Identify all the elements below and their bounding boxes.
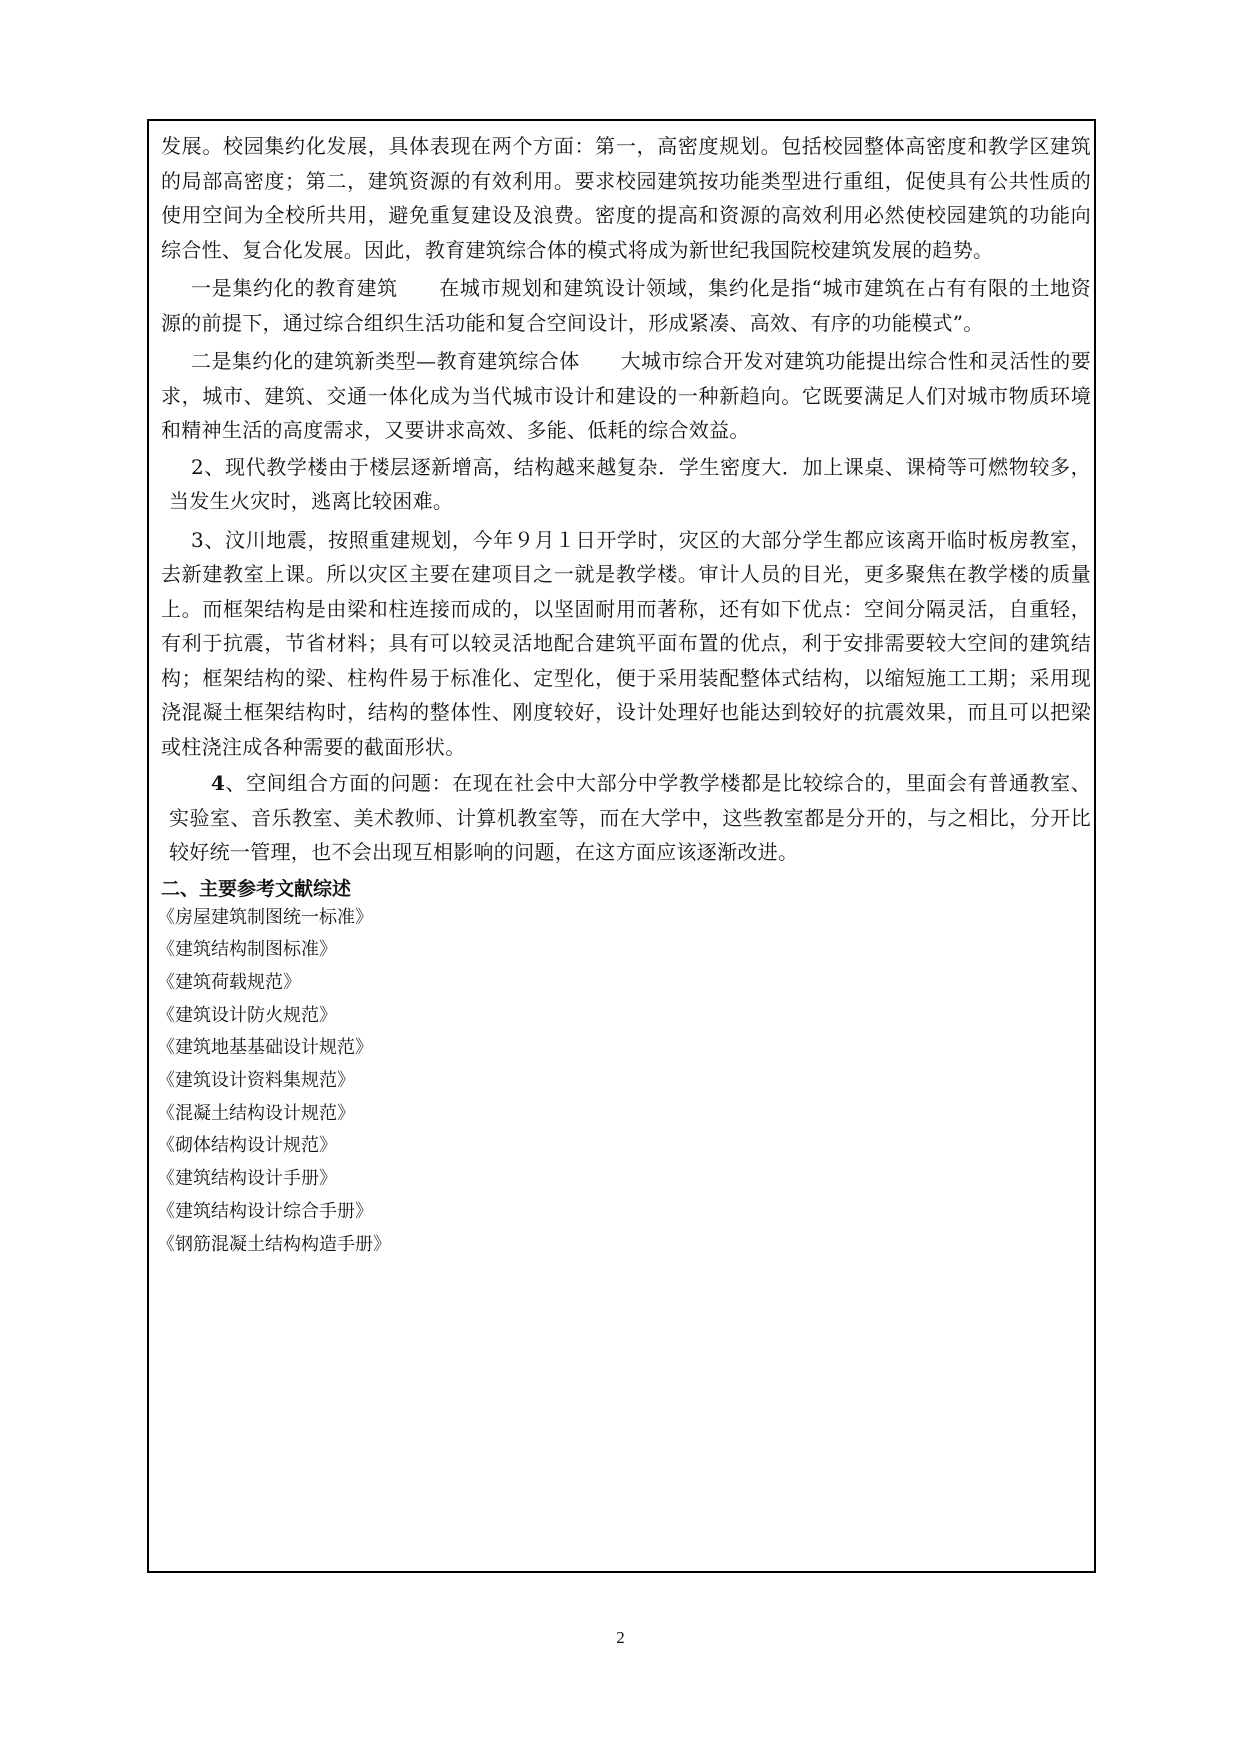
paragraph-education-complex: 二是集约化的建筑新类型—教育建筑综合体 大城市综合开发对建筑功能提出综合性和灵活性的要求，城市、建筑、交通一体化成为当代城市设计和建设的一种新趋向。它既要满足人们对城市物质环境和精神生活的高度需求，又要讲求高效、多能、低耗的综合效益。 (161, 349, 1091, 442)
paragraph-campus-intensification: 发展。校园集约化发展，具体表现在两个方面：第一，高密度规划。包括校园整体高密度和教学区建筑的局部高密度；第二，建筑资源的有效利用。要求校园建筑按功能类型进行重组，促使具有公共性质的使用空间为全校所共用，避免重复建设及浪费。密度的提高和资源的高效利用必然使校园建筑的功能向综合性、复合化发展。因此，教育建筑综合体的模式将成为新世纪我国院校建筑发展的趋势。 (161, 134, 1091, 262)
reference-item: 《钢筋混凝土结构构造手册》 (157, 1233, 391, 1255)
reference-item: 《建筑荷载规范》 (157, 971, 301, 993)
point-4-text: 、空间组合方面的问题：在现在社会中大部分中学教学楼都是比较综合的，里面会有普通教室、实验室、音乐教室、美术教师、计算机教室等，而在大学中，这些教室都是分开的，与之相比，分开比较好统一管理，也不会出现互相影响的问题，在这方面应该逐渐改进。 (169, 771, 1091, 864)
reference-item: 《建筑结构制图标准》 (157, 939, 337, 961)
page-number: 2 (616, 1628, 625, 1647)
paragraph-point-4 (161, 766, 1091, 870)
section-heading-references: 二、主要参考文献综述 (161, 877, 352, 900)
reference-item: 《建筑结构设计综合手册》 (157, 1200, 373, 1222)
document-body (157, 127, 1091, 1255)
paragraph-point-3: 3、汶川地震，按照重建规划，今年９月１日开学时，灾区的大部分学生都应该离开临时板房教室，去新建教室上课。所以灾区主要在建项目之一就是教学楼。审计人员的目光，更多聚焦在教学楼的质量上。而框架结构是由梁和柱连接而成的，以坚固耐用而著称，还有如下优点：空间分隔灵活，自重轻，有利于抗震，节省材料；具有可以较灵活地配合建筑平面布置的优点，利于安排需要较大空间的建筑结构；框架结构的梁、柱构件易于标准化、定型化，便于采用装配整体式结构，以缩短施工工期；采用现浇混凝土框架结构时，结构的整体性、刚度较好，设计处理好也能达到较好的抗震效果，而且可以把梁或柱浇注成各种需要的截面形状。 (161, 527, 1091, 759)
reference-item: 《砌体结构设计规范》 (157, 1135, 337, 1157)
reference-item: 《建筑设计防火规范》 (157, 1004, 337, 1026)
reference-item: 《建筑结构设计手册》 (157, 1168, 337, 1190)
point-4-number: 4 (211, 771, 226, 795)
reference-item: 《房屋建筑制图统一标准》 (157, 906, 373, 928)
paragraph-intensive-education-building: 一是集约化的教育建筑 在城市规划和建筑设计领域，集约化是指“城市建筑在占有有限的土地资源的前提下，通过综合组织生活功能和复合空间设计，形成紧凑、高效、有序的功能模式”。 (161, 276, 1091, 335)
reference-item: 《建筑设计资料集规范》 (157, 1070, 355, 1092)
reference-item: 《混凝土结构设计规范》 (157, 1102, 355, 1124)
reference-list (157, 902, 1091, 1262)
reference-item: 《建筑地基基础设计规范》 (157, 1037, 373, 1059)
paragraph-point-2: 2、现代教学楼由于楼层逐新增高，结构越来越复杂．学生密度大．加上课桌、课椅等可燃物较多，当发生火灾时，逃离比较困难。 (169, 454, 1091, 513)
